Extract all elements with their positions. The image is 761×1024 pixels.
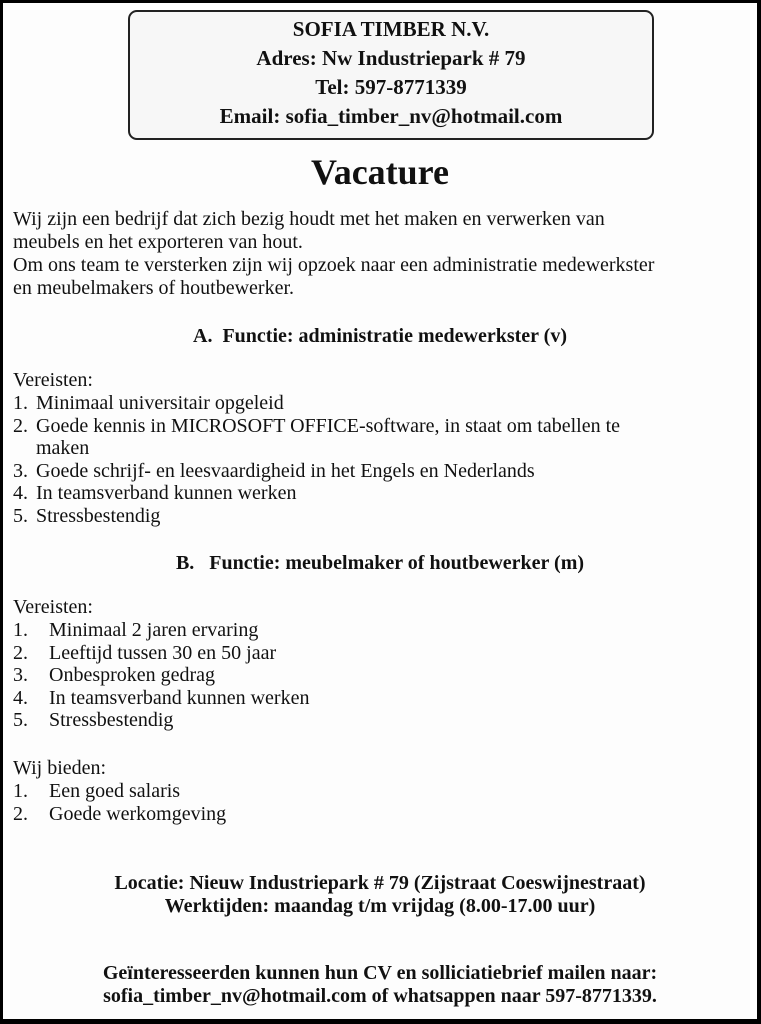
list-number: 4. bbox=[13, 686, 28, 709]
location-line: Locatie: Nieuw Industriepark # 79 (Zijstraat Coeswijnestraat) bbox=[114, 872, 646, 894]
list-text: Goede werkomgeving bbox=[49, 802, 227, 825]
company-address: Adres: Nw Industriepark # 79 bbox=[256, 46, 526, 70]
intro-line-3: Om ons team te versterken zijn wij opzoek naar een administratie medewerkster bbox=[13, 254, 655, 276]
vacancy-page bbox=[3, 3, 757, 1019]
list-text: Stressbestendig bbox=[36, 504, 161, 527]
working-hours-line: Werktijden: maandag t/m vrijdag (8.00-17.00 uur) bbox=[164, 895, 596, 917]
list-text: Stressbestendig bbox=[49, 709, 174, 731]
list-text: Minimaal universitair opgeleid bbox=[36, 392, 284, 414]
list-item bbox=[13, 664, 309, 687]
list-text-continued: maken bbox=[36, 437, 90, 459]
function-a-requirements-list bbox=[13, 392, 620, 527]
function-b-requirements-label: Vereisten: bbox=[13, 596, 93, 618]
list-text: Minimaal 2 jaren ervaring bbox=[49, 619, 259, 641]
list-text: Goede schrijf- en leesvaardigheid in het Engels en Nederlands bbox=[36, 459, 535, 482]
company-phone: Tel: 597-8771339 bbox=[315, 75, 467, 99]
list-number: 2. bbox=[13, 414, 28, 437]
list-text: In teamsverband kunnen werken bbox=[36, 482, 297, 504]
list-number: 5. bbox=[13, 504, 28, 527]
list-item bbox=[13, 392, 620, 415]
function-a-requirements-label: Vereisten: bbox=[13, 369, 93, 391]
list-item bbox=[13, 687, 309, 710]
list-item bbox=[13, 482, 620, 505]
list-item bbox=[13, 505, 620, 528]
list-item bbox=[13, 780, 226, 803]
list-text: Een goed salaris bbox=[49, 780, 181, 802]
list-number: 4. bbox=[13, 482, 28, 504]
intro-line-4: en meubelmakers of houtbewerker. bbox=[13, 277, 295, 299]
list-number: 1. bbox=[13, 619, 28, 641]
intro-line-1: Wij zijn een bedrijf dat zich bezig houdt met het maken en verwerken van bbox=[13, 208, 605, 230]
list-item bbox=[13, 709, 309, 732]
company-name: SOFIA TIMBER N.V. bbox=[292, 17, 490, 41]
offer-label: Wij bieden: bbox=[13, 757, 107, 779]
list-number: 2. bbox=[13, 802, 28, 825]
list-number: 3. bbox=[13, 459, 28, 482]
list-text: Onbesproken gedrag bbox=[49, 664, 216, 686]
list-item bbox=[13, 460, 620, 483]
company-email: Email: sofia_timber_nv@hotmail.com bbox=[219, 104, 563, 128]
list-text: Goede kennis in MICROSOFT OFFICE-software, in staat om tabellen te bbox=[36, 414, 621, 437]
function-b-heading: B. Functie: meubelmaker of houtbewerker (m) bbox=[175, 552, 585, 574]
list-text: In teamsverband kunnen werken bbox=[49, 686, 310, 709]
list-item bbox=[13, 803, 226, 826]
page-title: Vacature bbox=[311, 152, 449, 192]
list-item bbox=[13, 619, 309, 642]
offer-list bbox=[13, 780, 226, 825]
list-item bbox=[13, 415, 620, 460]
list-number: 5. bbox=[13, 709, 28, 731]
list-number: 1. bbox=[13, 780, 28, 802]
apply-line-2: sofia_timber_nv@hotmail.com of whatsappen naar 597-8771339. bbox=[103, 985, 657, 1007]
function-b-requirements-list bbox=[13, 619, 309, 732]
company-header-box bbox=[128, 10, 654, 140]
function-a-heading: A. Functie: administratie medewerkster (v) bbox=[193, 325, 567, 347]
list-item bbox=[13, 642, 309, 665]
list-number: 3. bbox=[13, 664, 28, 686]
list-number: 1. bbox=[13, 392, 28, 414]
list-number: 2. bbox=[13, 641, 28, 664]
list-text: Leeftijd tussen 30 en 50 jaar bbox=[49, 641, 277, 664]
intro-line-2: meubels en het exporteren van hout. bbox=[13, 231, 303, 253]
apply-line-1: Geïnteresseerden kunnen hun CV en solliciatiebrief mailen naar: bbox=[102, 962, 658, 984]
